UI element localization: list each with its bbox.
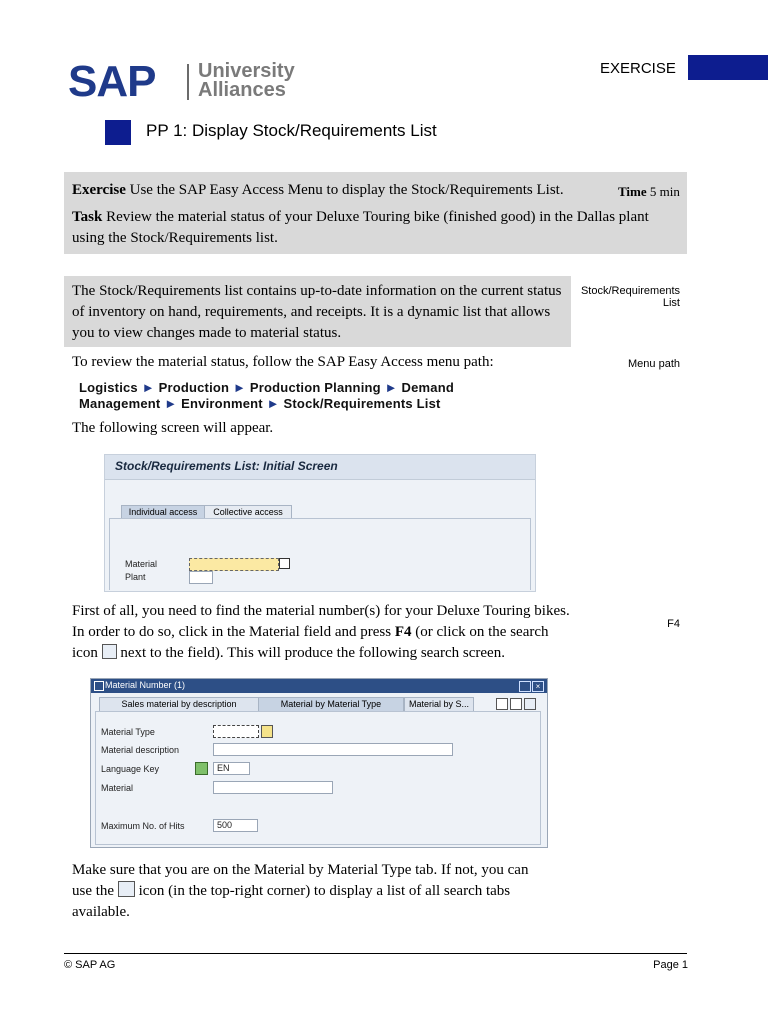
menu-step: Environment [181, 396, 263, 411]
exercise-box [64, 172, 687, 254]
task-line [72, 207, 682, 249]
footer-copyright: © SAP AG [64, 959, 116, 971]
tab-material-by-s[interactable]: Material by S... [404, 697, 474, 711]
plant-input[interactable] [189, 571, 213, 584]
exercise-heading: Exercise [72, 182, 126, 198]
menu-path-intro: To review the material status, follow the SAP Easy Access menu path: [72, 354, 494, 370]
menu-path [79, 380, 499, 412]
exercise-text: Use the SAP Easy Access Menu to display the Stock/Requirements List. [125, 182, 564, 198]
find-material-text-c: next to the field). This will produce the following search screen. [116, 645, 505, 661]
field-label-language-key: Language Key [101, 764, 160, 774]
following-screen-text: The following screen will appear. [72, 420, 274, 436]
screenshot-initial-screen [104, 454, 536, 592]
side-note-menu-path: Menu path [628, 358, 680, 370]
material-input[interactable] [213, 781, 333, 794]
material-type-input[interactable] [213, 725, 259, 738]
menu-arrow-icon: ► [233, 380, 247, 395]
task-heading: Task [72, 209, 103, 225]
language-flag-icon[interactable] [195, 762, 208, 775]
find-material-text [72, 601, 572, 664]
tab-list-icon[interactable] [524, 698, 536, 710]
language-key-input[interactable]: EN [213, 762, 250, 775]
time-heading: Time [618, 184, 647, 199]
footer-divider [64, 953, 687, 954]
exercise-label: EXERCISE [600, 60, 676, 77]
tab-individual-access[interactable]: Individual access [121, 505, 205, 519]
exercise-color-block [688, 55, 768, 80]
field-label-max-hits: Maximum No. of Hits [101, 821, 185, 831]
make-sure-text [72, 860, 552, 923]
close-icon[interactable]: × [532, 681, 544, 692]
material-input[interactable] [189, 558, 279, 571]
f4-key: F4 [394, 624, 412, 640]
intro-text: The Stock/Requirements list contains up-to-date information on the current status of inventory on hand, requirements, and receipts. It is a dynamic list that allows you to view changes made to material status. [72, 283, 562, 341]
menu-step: Stock/Requirements List [283, 396, 441, 411]
menu-step: Production [158, 380, 230, 395]
university-alliances-logo [198, 62, 295, 100]
logo-line-alliances: Alliances [198, 79, 286, 101]
page-title: PP 1: Display Stock/Requirements List [146, 121, 437, 140]
tab-material-by-material-type[interactable]: Material by Material Type [258, 697, 404, 711]
menu-step: Logistics [79, 380, 138, 395]
menu-arrow-icon: ► [164, 396, 178, 411]
field-label-material-type: Material Type [101, 727, 155, 737]
sap-logo-wordmark: SAP [68, 57, 156, 106]
find-material-text-b: (or click on the search icon [72, 624, 549, 661]
task-text: Review the material status of your Deluxe Touring bike (finished good) in the Dallas plant using the Stock/Requirements list. [72, 209, 649, 246]
tab-scroll-right-icon[interactable] [510, 698, 522, 710]
tab-collective-access[interactable]: Collective access [204, 505, 292, 519]
max-hits-input[interactable]: 500 [213, 819, 258, 832]
make-sure-text-b: icon (in the top-right corner) to display a list of all search tabs available. [72, 883, 511, 920]
dialog-title: Material Number (1) [105, 680, 186, 690]
field-label-material-description: Material description [101, 745, 180, 755]
dialog-title-bar [91, 679, 547, 693]
field-label-plant: Plant [125, 572, 146, 582]
field-label-material: Material [101, 783, 134, 793]
dropdown-icon[interactable] [261, 725, 273, 738]
menu-step: Demand Management [79, 380, 454, 411]
menu-arrow-icon: ► [384, 380, 398, 395]
menu-arrow-icon: ► [141, 380, 155, 395]
tab-scroll-left-icon[interactable] [496, 698, 508, 710]
menu-arrow-icon: ► [266, 396, 280, 411]
logo-divider [187, 64, 189, 100]
exercise-line [72, 182, 564, 199]
menu-step: Production Planning [249, 380, 381, 395]
search-help-icon [102, 644, 117, 659]
tab-sales-material-by-description[interactable]: Sales material by description [99, 697, 259, 711]
intro-box [64, 276, 571, 347]
title-square-icon [105, 120, 131, 145]
dialog-window-icon [94, 681, 104, 691]
time-estimate [618, 184, 680, 200]
tab-panel [109, 518, 531, 590]
side-note-stock-requirements: Stock/Requirements List [580, 285, 680, 309]
find-material-text-a: First of all, you need to find the material number(s) for your Deluxe Touring bikes. In order to do so, click in the Material field and press [72, 603, 570, 640]
screenshot-search-dialog [90, 678, 548, 848]
screen1-title-bar [105, 455, 535, 480]
screen1-title: Stock/Requirements List: Initial Screen [115, 459, 338, 473]
tab-list-icon [118, 881, 135, 897]
make-sure-text-a: Make sure that you are on the Material by Material Type tab. If not, you can use the [72, 862, 529, 899]
side-note-f4: F4 [667, 618, 680, 630]
logo-line-university: University [198, 60, 295, 82]
search-help-icon[interactable] [279, 558, 290, 569]
minimize-icon[interactable] [519, 681, 531, 692]
field-label-material: Material [125, 559, 158, 569]
footer-page-number: Page 1 [653, 959, 688, 971]
material-description-input[interactable] [213, 743, 453, 756]
time-value: 5 min [646, 184, 680, 199]
